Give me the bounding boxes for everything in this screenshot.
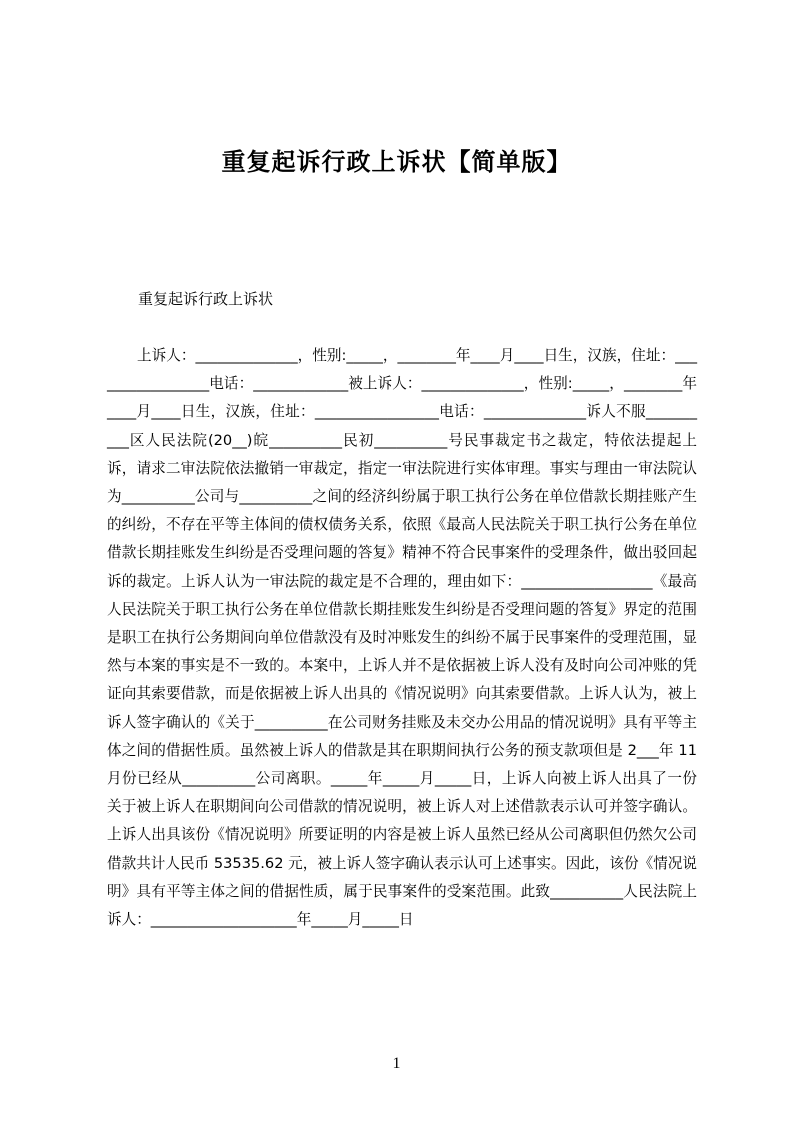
document-subtitle: 重复起诉行政上诉状 xyxy=(138,290,274,308)
page-number: 1 xyxy=(392,1055,401,1072)
document-title: 重复起诉行政上诉状【简单版】 xyxy=(221,148,572,176)
document-body: 上诉人：______________，性别:_____，________年____月____日生，汉族，住址：_________________电话：_____________被上诉人：______________，性别:_____，________年____月____日生，汉族，住址：_________________电话：______________诉人不服__________区人民法院(20__)皖__________民初__________号民事裁定书之裁定，特依法提起上诉，请求二审法院依法撤销一审裁定，指定一审法院进行实体审理。事实与理由一审法院认为__________公司与__________之间的经济纠纷属于职工执行公务在单位借款长期挂账产生的纠纷，不存在平等主体间的债权债务关系，依照《最高人民法院关于职工执行公务在单位借款长期挂账发生纠纷是否受理问题的答复》精神不符合民事案件的受理条件，做出驳回起诉的裁定。上诉人认为一审法院的裁定是不合理的，理由如下：__________________《最高人民法院关于职工执行公务在单位借款长期挂账发生纠纷是否受理问题的答复》界定的范围是职工在执行公务期间向单位借款没有及时冲账发生的纠纷不属于民事案件的受理范围，显然与本案的事实是不一致的。本案中，上诉人并不是依据被上诉人没有及时向公司冲账的凭证向其索要借款，而是依据被上诉人出具的《情况说明》向其索要借款。上诉人认为，被上诉人签字确认的《关于__________在公司财务挂账及未交办公用品的情况说明》具有平等主体之间的借据性质。虽然被上诉人的借款是其在职期间执行公务的预支款项但是 2___年 11 月份已经从__________公司离职。_____年_____月_____日，上诉人向被上诉人出具了一份关于被上诉人在职期间向公司借款的情况说明，被上诉人对上述借款表示认可并签字确认。上诉人出具该份《情况说明》所要证明的内容是被上诉人虽然已经从公司离职但仍然欠公司借款共计人民币 53535.62 元，被上诉人签字确认表示认可上述事实。因此，该份《情况说明》具有平等主体之间的借据性质，属于民事案件的受案范围。此致__________人民法院上诉人：____________________年_____月_____日 xyxy=(107,347,697,929)
